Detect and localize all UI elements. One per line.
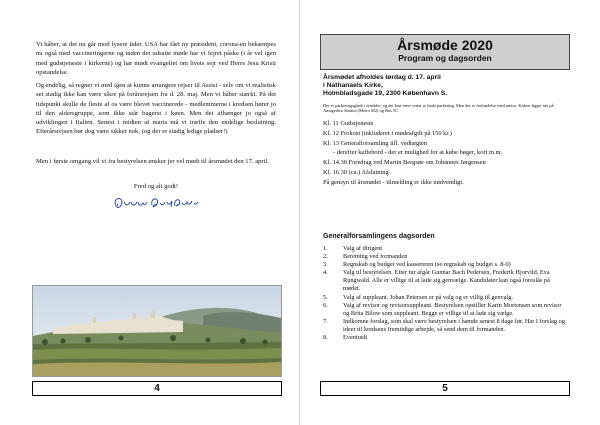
paragraph: Men i første omgang vil vi fra bestyrelsen ønsker jer vel mødt til årsmødet den 17. april. (36, 158, 269, 165)
parking-note: Der er parkeringsgårdt i området, og der kan være svært at finde parkering. Men der er forbindelse med metro. Kirken ligger tæt på Amagerbro Station (Metro M2) og Bus 5C. (323, 103, 554, 114)
agenda-item: 4. Valg til bestyrelsen. Efter tur afgår Gunnar Bach Pedersen, Frederik Hjorvild, Eva Rungwald. Alle er villige til at lade sig genvælge. Kandidater kan også foreslås på mødet. (323, 269, 550, 293)
page-number: 4 (32, 381, 282, 396)
agenda-item: 2. Beretning ved formanden (323, 253, 408, 261)
venue-line: i Nathanaels Kirke, (323, 82, 383, 89)
agenda-item: 7. Indkomne forslag, som skal være bestyrelsen i hænde senest 8 dage før. Har I forslag og ideer til kredsens fremtidige arbejde, så send dem til formanden. (323, 317, 565, 333)
handwritten-signature (110, 192, 200, 214)
closing-greeting: Fred og alt godt! (133, 183, 179, 190)
page-number: 5 (320, 381, 570, 396)
program-item: Kl. 14.30 Foredrag ved Martin Bergsøe om Johannes Jørgensen (323, 158, 486, 166)
event-header (320, 34, 570, 70)
agenda-item: 6. Valg af revisor og revisorsuppleant. Bestyrelsen opstiller Karin Mortensen som revisor og Brita Bilow som suppleant. Begge er villige til at lade sig vælge. (323, 301, 562, 317)
agenda-item: 8. Eventuelt (323, 334, 368, 342)
program-item: Kl. 12 Frokost (inkluderet i mødeafgift på 150 kr.) (323, 130, 452, 138)
assisi-landscape-photo (32, 285, 282, 377)
program-item: På gensyn til årsmødet - tilmelding er ikke nødvendigt. (323, 179, 464, 187)
program-item: Kl. 16.30 (ca.) Afslutning (323, 169, 389, 177)
event-subtitle: Program og dagsorden (398, 53, 492, 63)
program-item: Kl. 13 Generalforsamling iífl. vedtægten (323, 140, 428, 148)
agenda-item: 1. Valg af dirigent (323, 245, 383, 252)
program-list (323, 120, 567, 187)
agenda-list (323, 245, 567, 342)
program-item: - derefter kaffebord - der er mulighed for at købe bøger, kort m.m. (333, 148, 503, 156)
agenda-title: Generalforsamlingens dagsorden (323, 233, 435, 240)
paragraph: Vi håber, at det nu går mod lysere tider. USA har fået ny præsident, corona-en bekæmpes nu også med vaccineringerne og inden det udsatte møde har vi fejret påske (i år vel igen med gudstjeneste i kirkerne) og har mødt evangeliet om livets sejr ved Herre Jesu Kristi opstandelse. (36, 41, 276, 76)
event-title: Årsmøde 2020 (397, 37, 493, 53)
venue-line: Holmbladsgade 19, 2300 København S. (323, 90, 448, 97)
agenda-item: 5. Valg af suppleant. Johan Petersen er på valg og er villig til genvalg. (323, 293, 513, 301)
paragraph: Og endelig, så regner vi med igen at kunne arrangere rejser til Assisi - selv om vi realistisk set stadig ikke kan være sikre på forårsrejsen fra d. 28. maj. Men vi håber stærkt. På det tidspunkt skulle de fleste af os være blevet vaccinerede - medlemmerne i kredsen hører jo til den aldersgruppe, som ikke står bagerst i køen. Men det afhænger jo også af udviklingen i Italien. Senest i midten af marts må vi træffe den endelige beslutning. Efterårsrejsen bør dog være sikker nok, (og der er stadig ledige pladser!) (36, 82, 276, 136)
venue-line: Årsmødet afholdes lørdag d. 17. april (323, 74, 441, 81)
program-item: Kl. 11 Gudstjeneste (323, 120, 374, 127)
agenda-item: 3. Regnskab og budget ved kassereren (se regnskab og budget s. 8-9) (323, 261, 511, 269)
venue-info (323, 74, 567, 98)
